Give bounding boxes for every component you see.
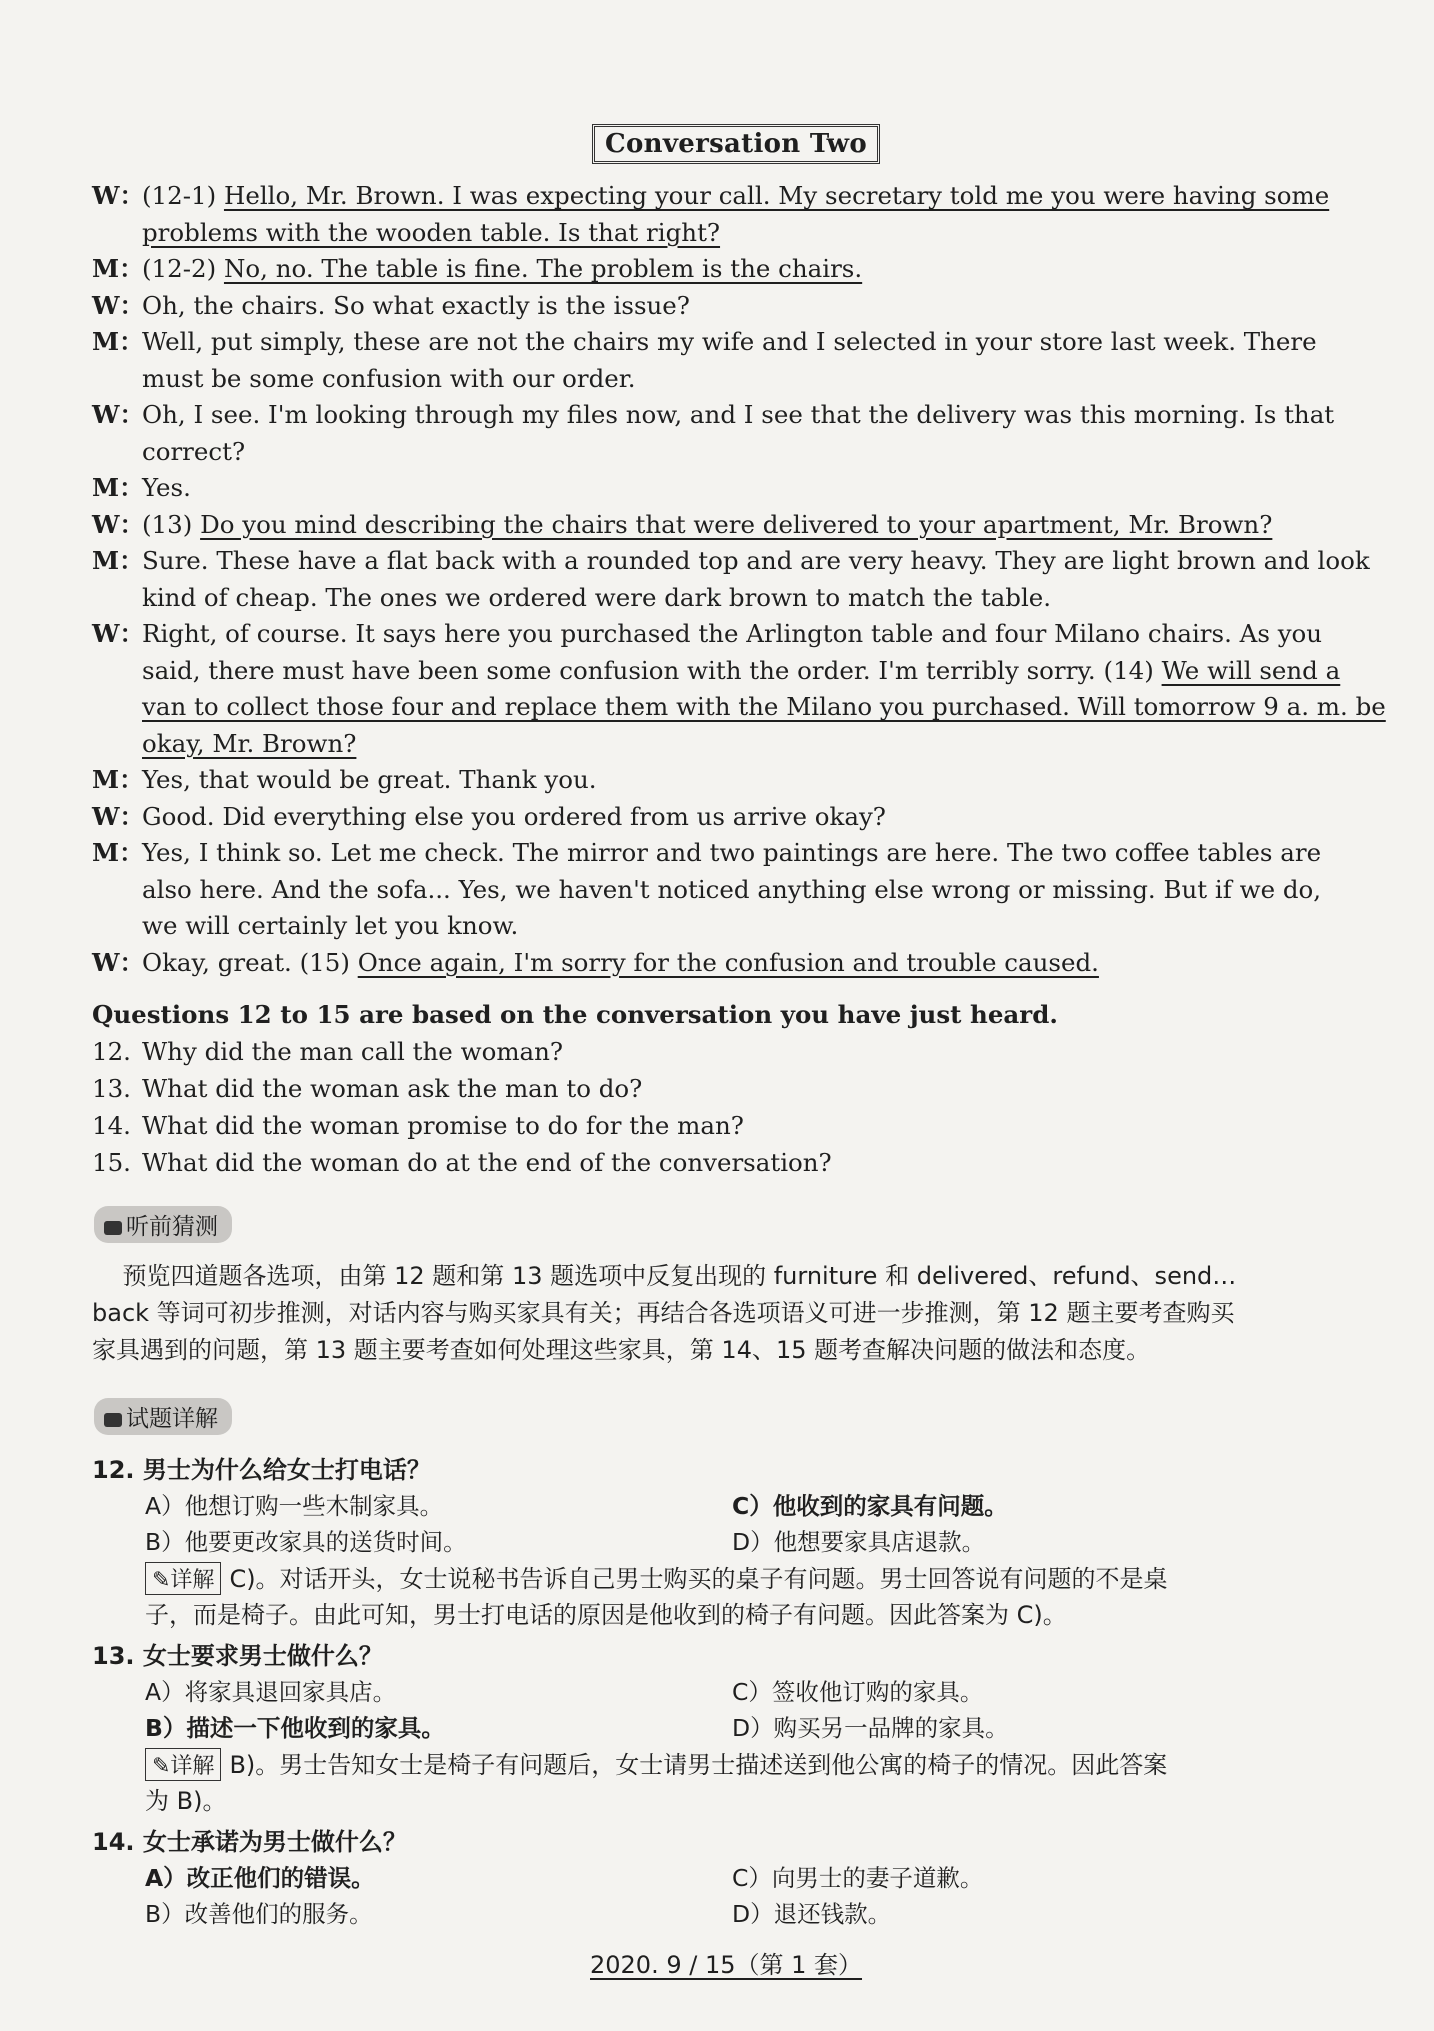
dialogue-line [92, 616, 1354, 653]
dialogue-line [92, 762, 1354, 799]
dialogue-line [92, 653, 1354, 690]
explanation-text: C)。对话开头，女士说秘书告诉自己男士购买的桌子有问题。男士回答说有问题的不是桌 [229, 1565, 1168, 1593]
answer-option: B）改善他们的服务。 [145, 1900, 373, 1928]
detail-question: 13. 女士要求男士做什么？ [92, 1642, 383, 1670]
speaker-label: W： [92, 801, 145, 831]
explanation-line [145, 1781, 226, 1816]
dialogue-line [92, 470, 1354, 507]
speaker-label: M： [92, 327, 144, 356]
answer-option: D）退还钱款。 [732, 1900, 892, 1928]
line-prefix: Okay, great. (15) [142, 947, 358, 977]
question-text: What did the woman ask the man to do? [142, 1074, 643, 1103]
answer-option: A）将家具退回家具店。 [145, 1678, 397, 1706]
explanation-text: B)。男士告知女士是椅子有问题后，女士请男士描述送到他公寓的椅子的情况。因此答案 [229, 1751, 1168, 1779]
speaker-label: M： [92, 838, 144, 867]
speaker-label: W： [92, 290, 145, 320]
line-prefix: said, there must have been some confusion with the order. I'm terribly sorry. (14) [142, 655, 1162, 685]
dialogue-line [92, 361, 1354, 398]
dialogue-line [92, 908, 1354, 945]
tag-icon [104, 1413, 122, 1427]
answer-option: C）向男士的妻子道歉。 [732, 1864, 984, 1892]
answer-option: C）签收他订购的家具。 [732, 1678, 984, 1706]
line-prefix: (12-1) [142, 181, 224, 210]
dialogue-line [92, 835, 1354, 872]
line-text: Yes, that would be great. Thank you. [142, 765, 597, 794]
dialogue-line [92, 872, 1354, 909]
detail-label: ✎详解 [145, 1562, 221, 1595]
predict-line: back 等词可初步推测，对话内容与购买家具有关；再结合各选项语义可进一步推测，第 12 题主要考查购买 [92, 1299, 1235, 1327]
line-text: Good. Did everything else you ordered from us arrive okay? [142, 801, 886, 831]
section-title: Conversation Two [592, 124, 880, 164]
line-text: Yes. [142, 473, 191, 502]
dialogue-line [92, 178, 1354, 215]
speaker-label: W： [92, 947, 145, 977]
question-text: What did the woman promise to do for the man? [142, 1111, 744, 1140]
explanation-text: 子，而是椅子。由此可知，男士打电话的原因是他收到的椅子有问题。因此答案为 C)。 [145, 1601, 1067, 1629]
detail-question: 14. 女士承诺为男士做什么？ [92, 1828, 407, 1856]
dialogue-line [92, 251, 1354, 288]
question-number: 14. [92, 1111, 131, 1140]
line-text: Do you mind describing the chairs that were delivered to your apartment, Mr. Brown? [200, 509, 1273, 539]
line-text: No, no. The table is fine. The problem is the chairs. [223, 254, 863, 283]
question-number: 15. [92, 1148, 131, 1177]
line-text: Sure. These have a flat back with a rounded top and are very heavy. They are light brown and look [142, 546, 1370, 575]
dialogue-line [92, 689, 1386, 726]
dialogue-line [92, 434, 1354, 471]
answer-option: B）他要更改家具的送货时间。 [145, 1528, 467, 1556]
line-text: we will certainly let you know. [142, 911, 519, 940]
line-text: van to collect those four and replace them with the Milano you purchased. Will tomorrow 9 a. m. be [142, 692, 1386, 721]
question-item [92, 1148, 832, 1177]
speaker-label: W： [92, 509, 145, 539]
line-text: correct? [142, 436, 246, 466]
speaker-label: M： [92, 473, 144, 502]
question-number: 13. [92, 1074, 131, 1103]
speaker-label: M： [92, 254, 144, 283]
answer-option: D）他想要家具店退款。 [732, 1528, 986, 1556]
explanation-line [145, 1595, 1067, 1630]
line-text: kind of cheap. The ones we ordered were dark brown to match the table. [142, 582, 1052, 612]
speaker-label: W： [92, 181, 145, 210]
tag-detail-label: 试题详解 [126, 1406, 218, 1432]
explanation-line [145, 1559, 1168, 1595]
line-prefix: (13) [142, 509, 201, 539]
question-item [92, 1037, 563, 1066]
dialogue-line [92, 580, 1354, 617]
line-text: must be some confusion with our order. [142, 363, 636, 393]
dialogue-line [92, 397, 1354, 434]
question-item [92, 1111, 744, 1140]
dialogue-line [92, 324, 1354, 361]
question-text: Why did the man call the woman? [142, 1037, 564, 1066]
explanation-line [145, 1745, 1167, 1781]
questions-heading: Questions 12 to 15 are based on the conversation you have just heard. [92, 1000, 1058, 1029]
line-text: Well, put simply, these are not the chairs my wife and I selected in your store last week. There [142, 327, 1317, 356]
question-item [92, 1074, 642, 1103]
footer-text: 2020. 9 / 15（第 1 套） [590, 1951, 863, 1979]
predict-line: 家具遇到的问题，第 13 题主要考查如何处理这些家具，第 14、15 题考查解决问题的做法和态度。 [92, 1336, 1151, 1364]
dialogue-line [92, 543, 1370, 580]
detail-label: ✎详解 [145, 1748, 221, 1781]
tag-predict [94, 1206, 232, 1243]
dialogue-line [92, 288, 1354, 325]
answer-option: D）购买另一品牌的家具。 [732, 1714, 1009, 1742]
line-prefix: (12-2) [142, 254, 224, 283]
line-text: Once again, I'm sorry for the confusion and trouble caused. [357, 947, 1099, 977]
line-text: Hello, Mr. Brown. I was expecting your call. My secretary told me you were having some [223, 181, 1330, 210]
line-text: okay, Mr. Brown? [142, 728, 357, 758]
dialogue-line [92, 945, 1354, 982]
line-text: Oh, I see. I'm looking through my files now, and I see that the delivery was this morning. Is that [142, 400, 1335, 429]
answer-option: B）描述一下他收到的家具。 [145, 1714, 445, 1742]
answer-option: C）他收到的家具有问题。 [732, 1492, 1008, 1520]
line-text: Yes, I think so. Let me check. The mirror and two paintings are here. The two coffee tables are [142, 838, 1322, 867]
explanation-text: 为 B)。 [145, 1787, 227, 1815]
line-text: Right, of course. It says here you purchased the Arlington table and four Milano chairs. As you [142, 619, 1323, 648]
answer-option: A）改正他们的错误。 [145, 1864, 375, 1892]
line-text: We will send a [1161, 655, 1341, 685]
line-text: also here. And the sofa... Yes, we haven't noticed anything else wrong or missing. But if we do, [142, 874, 1322, 904]
predict-line: 预览四道题各选项，由第 12 题和第 13 题选项中反复出现的 furniture 和 delivered、refund、send… [92, 1262, 1237, 1290]
tag-icon [104, 1221, 122, 1235]
line-text: problems with the wooden table. Is that right? [142, 217, 721, 247]
answer-option: A）他想订购一些木制家具。 [145, 1492, 444, 1520]
line-text: Oh, the chairs. So what exactly is the issue? [142, 290, 690, 320]
tag-predict-label: 听前猜测 [126, 1214, 218, 1240]
speaker-label: W： [92, 619, 145, 648]
question-number: 12. [92, 1037, 131, 1066]
speaker-label: M： [92, 546, 144, 575]
dialogue-line [92, 799, 1354, 836]
question-text: What did the woman do at the end of the conversation? [142, 1148, 832, 1177]
dialogue-line [92, 215, 1354, 252]
speaker-label: M： [92, 765, 144, 794]
speaker-label: W： [92, 400, 145, 429]
tag-detail [94, 1398, 232, 1435]
detail-question: 12. 男士为什么给女士打电话？ [92, 1456, 431, 1484]
dialogue-line [92, 726, 1354, 763]
dialogue-line [92, 507, 1354, 544]
page-footer [590, 1945, 862, 1980]
